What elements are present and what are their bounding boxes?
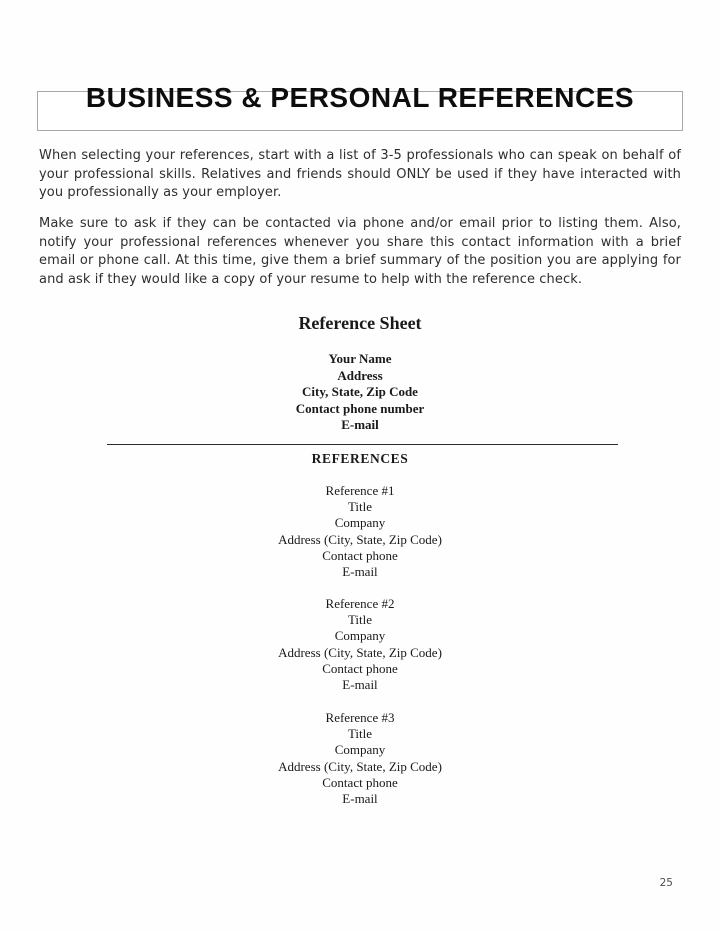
reference-title: Title [347, 612, 373, 628]
reference-email: E-mail [342, 791, 378, 807]
divider-line [107, 429, 618, 445]
reference-block-3 [0, 710, 720, 807]
reference-contact-phone: Contact phone [322, 774, 398, 790]
reference-company: Company [334, 628, 386, 644]
references-section-heading: REFERENCES [311, 451, 409, 466]
reference-company: Company [334, 742, 386, 758]
contact-phone: Contact phone number [295, 400, 425, 416]
reference-address: Address (City, State, Zip Code) [278, 644, 442, 660]
reference-title: Title [347, 726, 373, 742]
contact-block [0, 351, 720, 434]
reference-label: Reference #2 [325, 596, 395, 611]
page-number: 25 [659, 877, 673, 889]
reference-contact-phone: Contact phone [322, 547, 398, 563]
reference-address: Address (City, State, Zip Code) [278, 758, 442, 774]
reference-contact-phone: Contact phone [322, 660, 398, 676]
reference-block-1 [0, 483, 720, 580]
contact-email: E-mail [341, 417, 379, 432]
reference-sheet-heading: Reference Sheet [298, 313, 422, 333]
reference-label: Reference #3 [325, 710, 395, 725]
title-box [37, 82, 683, 131]
contact-city-state-zip: City, State, Zip Code [302, 384, 418, 399]
reference-email: E-mail [342, 564, 378, 580]
intro-paragraph-1: When selecting your references, start with a list of 3-5 professionals who can speak on behalf of your professional skills. Relatives and friends should ONLY be used if they have interacted with you professionally as your employer. [39, 148, 681, 200]
reference-title: Title [347, 499, 373, 515]
reference-block-2 [0, 596, 720, 693]
reference-email: E-mail [342, 677, 378, 693]
contact-name: Your Name [328, 351, 392, 366]
reference-company: Company [334, 515, 386, 531]
intro-paragraph-2: Make sure to ask if they can be contacted via phone and/or email prior to listing them. Also, notify your professional references whenever you share this contact information with a brief email or phone call. At this time, give them a brief summary of the position you are applying for and ask if they would like a copy of your resume to help with the reference check. [39, 216, 681, 287]
reference-label: Reference #1 [325, 483, 395, 498]
page-title: BUSINESS & PERSONAL REFERENCES [85, 82, 635, 113]
reference-address: Address (City, State, Zip Code) [278, 531, 442, 547]
contact-address: Address [337, 367, 383, 383]
